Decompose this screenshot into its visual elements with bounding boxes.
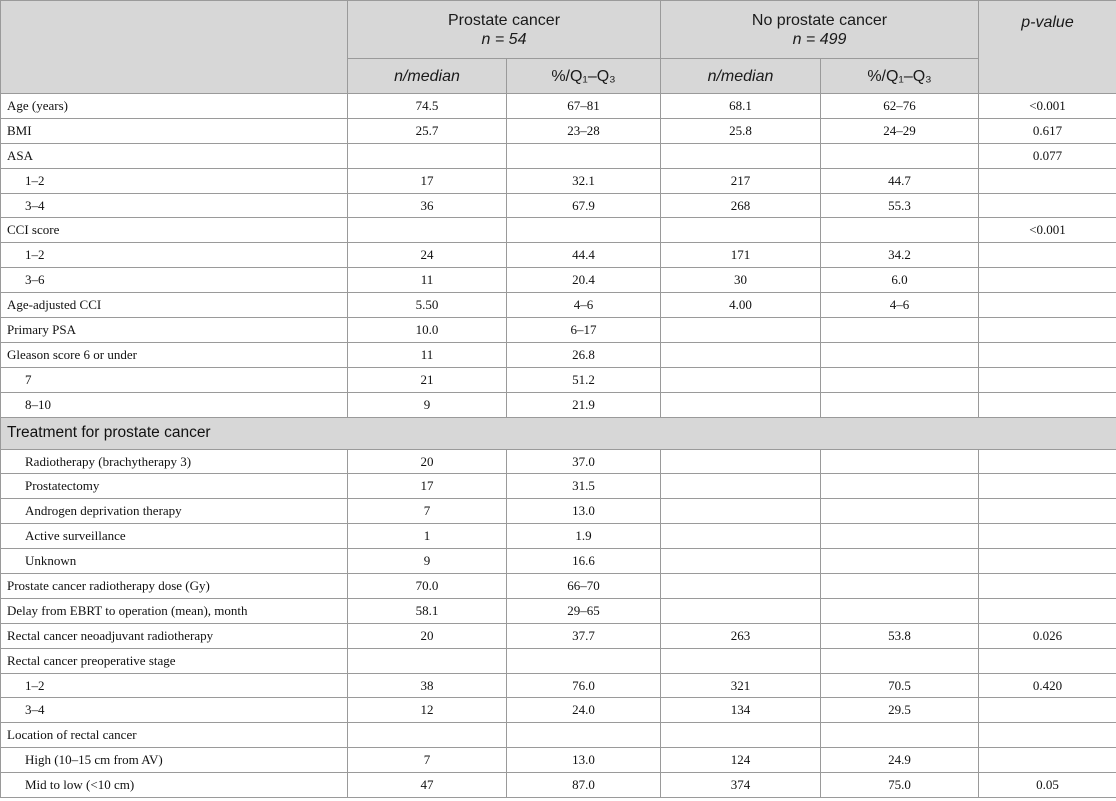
no-prostate-pct-q-cell: 62–76 [821, 94, 979, 119]
header-npc-n-median: n/median [661, 59, 821, 94]
no-prostate-pct-q-cell: 29.5 [821, 698, 979, 723]
no-prostate-n-median-cell [661, 474, 821, 499]
prostate-n-median-cell: 12 [348, 698, 507, 723]
no-prostate-pct-q-cell [821, 367, 979, 392]
prostate-pct-q-cell: 13.0 [507, 748, 661, 773]
pvalue-cell [979, 293, 1116, 318]
pvalue-cell [979, 524, 1116, 549]
pvalue-cell [979, 499, 1116, 524]
prostate-pct-q-cell: 67–81 [507, 94, 661, 119]
prostate-pct-q-cell: 26.8 [507, 342, 661, 367]
row-label: Location of rectal cancer [1, 723, 348, 748]
table-row [1, 449, 1116, 474]
no-prostate-n-median-cell: 68.1 [661, 94, 821, 119]
no-prostate-pct-q-cell [821, 598, 979, 623]
no-prostate-n-median-cell: 30 [661, 268, 821, 293]
prostate-n-median-cell: 20 [348, 449, 507, 474]
pvalue-cell [979, 598, 1116, 623]
no-prostate-n-median-cell: 171 [661, 243, 821, 268]
table-row [1, 243, 1116, 268]
pvalue-cell [979, 549, 1116, 574]
no-prostate-n-median-cell [661, 342, 821, 367]
pvalue-cell [979, 367, 1116, 392]
row-label: Unknown [1, 549, 348, 574]
table-row [1, 193, 1116, 218]
prostate-n-median-cell: 58.1 [348, 598, 507, 623]
no-prostate-n-median-cell: 268 [661, 193, 821, 218]
no-prostate-pct-q-cell [821, 449, 979, 474]
prostate-pct-q-cell: 1.9 [507, 524, 661, 549]
header-prostate-cancer [348, 1, 661, 59]
section-row [1, 417, 1116, 449]
row-label: Rectal cancer preoperative stage [1, 648, 348, 673]
prostate-pct-q-cell [507, 723, 661, 748]
pvalue-cell [979, 168, 1116, 193]
no-prostate-n-median-cell [661, 318, 821, 343]
prostate-pct-q-cell: 24.0 [507, 698, 661, 723]
pvalue-cell: <0.001 [979, 218, 1116, 243]
header-no-prostate-cancer-title: No prostate cancer [751, 11, 888, 29]
table-row [1, 623, 1116, 648]
pvalue-cell [979, 268, 1116, 293]
table-row [1, 143, 1116, 168]
prostate-n-median-cell: 24 [348, 243, 507, 268]
no-prostate-pct-q-cell: 24–29 [821, 118, 979, 143]
prostate-pct-q-cell: 29–65 [507, 598, 661, 623]
table-row [1, 598, 1116, 623]
no-prostate-pct-q-cell: 75.0 [821, 773, 979, 798]
no-prostate-n-median-cell: 124 [661, 748, 821, 773]
no-prostate-pct-q-cell [821, 499, 979, 524]
no-prostate-n-median-cell [661, 648, 821, 673]
no-prostate-pct-q-cell [821, 218, 979, 243]
prostate-pct-q-cell: 16.6 [507, 549, 661, 574]
table-row [1, 499, 1116, 524]
table-row [1, 218, 1116, 243]
prostate-n-median-cell: 9 [348, 392, 507, 417]
no-prostate-pct-q-cell [821, 143, 979, 168]
no-prostate-n-median-cell [661, 574, 821, 599]
header-pvalue-label: p-value [1021, 14, 1074, 31]
header-prostate-cancer-title: Prostate cancer [447, 11, 561, 29]
row-label: Primary PSA [1, 318, 348, 343]
prostate-pct-q-cell: 13.0 [507, 499, 661, 524]
prostate-pct-q-cell [507, 648, 661, 673]
prostate-n-median-cell [348, 143, 507, 168]
row-label: BMI [1, 118, 348, 143]
row-label: Age-adjusted CCI [1, 293, 348, 318]
prostate-n-median-cell: 38 [348, 673, 507, 698]
table-row [1, 342, 1116, 367]
no-prostate-pct-q-cell: 6.0 [821, 268, 979, 293]
table-row [1, 648, 1116, 673]
row-label: 1–2 [1, 243, 348, 268]
no-prostate-pct-q-cell [821, 342, 979, 367]
no-prostate-pct-q-cell: 24.9 [821, 748, 979, 773]
row-label: 1–2 [1, 168, 348, 193]
prostate-n-median-cell: 7 [348, 748, 507, 773]
section-title: Treatment for prostate cancer [1, 417, 1116, 449]
prostate-pct-q-cell: 87.0 [507, 773, 661, 798]
row-label: Prostatectomy [1, 474, 348, 499]
row-label: ASA [1, 143, 348, 168]
prostate-n-median-cell [348, 218, 507, 243]
table-row [1, 293, 1116, 318]
table-row [1, 673, 1116, 698]
prostate-pct-q-cell: 20.4 [507, 268, 661, 293]
header-pc-n-median: n/median [348, 59, 507, 94]
row-label: Radiotherapy (brachytherapy 3) [1, 449, 348, 474]
table-row [1, 723, 1116, 748]
pvalue-cell [979, 723, 1116, 748]
row-label: 3–4 [1, 698, 348, 723]
no-prostate-pct-q-cell [821, 648, 979, 673]
header-pc-pct-q: %/Q₁–Q₃ [507, 59, 661, 94]
prostate-n-median-cell: 47 [348, 773, 507, 798]
no-prostate-n-median-cell [661, 143, 821, 168]
row-label: Gleason score 6 or under [1, 342, 348, 367]
header-group-row [1, 1, 1116, 59]
prostate-pct-q-cell: 21.9 [507, 392, 661, 417]
no-prostate-pct-q-cell: 4–6 [821, 293, 979, 318]
row-label: CCI score [1, 218, 348, 243]
prostate-n-median-cell: 5.50 [348, 293, 507, 318]
table-row [1, 392, 1116, 417]
table-row [1, 168, 1116, 193]
table-row [1, 698, 1116, 723]
prostate-n-median-cell: 11 [348, 268, 507, 293]
prostate-n-median-cell: 17 [348, 168, 507, 193]
no-prostate-n-median-cell [661, 598, 821, 623]
header-npc-pct-q: %/Q₁–Q₃ [821, 59, 979, 94]
no-prostate-pct-q-cell: 34.2 [821, 243, 979, 268]
pvalue-cell: 0.420 [979, 673, 1116, 698]
row-label: Rectal cancer neoadjuvant radiotherapy [1, 623, 348, 648]
prostate-n-median-cell: 36 [348, 193, 507, 218]
prostate-pct-q-cell: 37.7 [507, 623, 661, 648]
table-body [1, 94, 1116, 798]
row-label: 8–10 [1, 392, 348, 417]
prostate-n-median-cell: 70.0 [348, 574, 507, 599]
prostate-n-median-cell: 1 [348, 524, 507, 549]
table-row [1, 748, 1116, 773]
prostate-n-median-cell: 20 [348, 623, 507, 648]
prostate-pct-q-cell: 66–70 [507, 574, 661, 599]
prostate-pct-q-cell [507, 218, 661, 243]
pvalue-cell: 0.617 [979, 118, 1116, 143]
pvalue-cell: 0.026 [979, 623, 1116, 648]
prostate-pct-q-cell: 44.4 [507, 243, 661, 268]
prostate-pct-q-cell [507, 143, 661, 168]
no-prostate-pct-q-cell [821, 574, 979, 599]
prostate-n-median-cell: 25.7 [348, 118, 507, 143]
pvalue-cell [979, 449, 1116, 474]
pvalue-cell [979, 243, 1116, 268]
no-prostate-n-median-cell [661, 723, 821, 748]
no-prostate-n-median-cell [661, 499, 821, 524]
prostate-n-median-cell: 11 [348, 342, 507, 367]
row-label: Age (years) [1, 94, 348, 119]
row-label: Active surveillance [1, 524, 348, 549]
no-prostate-n-median-cell: 321 [661, 673, 821, 698]
no-prostate-n-median-cell: 217 [661, 168, 821, 193]
no-prostate-pct-q-cell [821, 474, 979, 499]
header-prostate-cancer-n: n = 54 [481, 30, 527, 48]
table-row [1, 268, 1116, 293]
row-label: 1–2 [1, 673, 348, 698]
no-prostate-n-median-cell [661, 549, 821, 574]
no-prostate-n-median-cell [661, 524, 821, 549]
row-label: Prostate cancer radiotherapy dose (Gy) [1, 574, 348, 599]
pvalue-cell: 0.077 [979, 143, 1116, 168]
table-row [1, 574, 1116, 599]
row-label: Androgen deprivation therapy [1, 499, 348, 524]
table-row [1, 549, 1116, 574]
no-prostate-n-median-cell: 25.8 [661, 118, 821, 143]
prostate-pct-q-cell: 4–6 [507, 293, 661, 318]
prostate-pct-q-cell: 32.1 [507, 168, 661, 193]
table-row [1, 94, 1116, 119]
no-prostate-n-median-cell [661, 392, 821, 417]
pvalue-cell [979, 698, 1116, 723]
pvalue-cell [979, 318, 1116, 343]
row-label: 3–6 [1, 268, 348, 293]
no-prostate-pct-q-cell: 70.5 [821, 673, 979, 698]
pvalue-cell [979, 748, 1116, 773]
prostate-pct-q-cell: 67.9 [507, 193, 661, 218]
no-prostate-pct-q-cell [821, 392, 979, 417]
pvalue-cell [979, 474, 1116, 499]
prostate-pct-q-cell: 31.5 [507, 474, 661, 499]
no-prostate-n-median-cell: 4.00 [661, 293, 821, 318]
row-label: High (10–15 cm from AV) [1, 748, 348, 773]
no-prostate-pct-q-cell [821, 318, 979, 343]
prostate-pct-q-cell: 23–28 [507, 118, 661, 143]
prostate-pct-q-cell: 51.2 [507, 367, 661, 392]
header-no-prostate-cancer-n: n = 499 [792, 30, 847, 48]
prostate-n-median-cell [348, 723, 507, 748]
prostate-n-median-cell: 10.0 [348, 318, 507, 343]
no-prostate-n-median-cell [661, 218, 821, 243]
table-row [1, 318, 1116, 343]
prostate-pct-q-cell: 37.0 [507, 449, 661, 474]
prostate-n-median-cell [348, 648, 507, 673]
no-prostate-n-median-cell: 134 [661, 698, 821, 723]
prostate-n-median-cell: 7 [348, 499, 507, 524]
row-label: 7 [1, 367, 348, 392]
prostate-pct-q-cell: 6–17 [507, 318, 661, 343]
prostate-n-median-cell: 17 [348, 474, 507, 499]
prostate-pct-q-cell: 76.0 [507, 673, 661, 698]
table-row [1, 367, 1116, 392]
pvalue-cell [979, 648, 1116, 673]
pvalue-cell [979, 193, 1116, 218]
no-prostate-pct-q-cell: 44.7 [821, 168, 979, 193]
row-label: Delay from EBRT to operation (mean), month [1, 598, 348, 623]
no-prostate-n-median-cell [661, 367, 821, 392]
pvalue-cell: <0.001 [979, 94, 1116, 119]
no-prostate-pct-q-cell [821, 549, 979, 574]
header-blank-cell [1, 1, 348, 94]
no-prostate-n-median-cell [661, 449, 821, 474]
pvalue-cell [979, 392, 1116, 417]
no-prostate-n-median-cell: 263 [661, 623, 821, 648]
pvalue-cell [979, 342, 1116, 367]
table-row [1, 524, 1116, 549]
no-prostate-pct-q-cell [821, 524, 979, 549]
table-row [1, 773, 1116, 798]
no-prostate-pct-q-cell [821, 723, 979, 748]
header-pvalue [979, 1, 1116, 94]
row-label: 3–4 [1, 193, 348, 218]
prostate-n-median-cell: 9 [348, 549, 507, 574]
no-prostate-n-median-cell: 374 [661, 773, 821, 798]
no-prostate-pct-q-cell: 53.8 [821, 623, 979, 648]
row-label: Mid to low (<10 cm) [1, 773, 348, 798]
header-no-prostate-cancer [661, 1, 979, 59]
pvalue-cell [979, 574, 1116, 599]
no-prostate-pct-q-cell: 55.3 [821, 193, 979, 218]
prostate-n-median-cell: 21 [348, 367, 507, 392]
table-row [1, 474, 1116, 499]
prostate-n-median-cell: 74.5 [348, 94, 507, 119]
table-row [1, 118, 1116, 143]
pvalue-cell: 0.05 [979, 773, 1116, 798]
